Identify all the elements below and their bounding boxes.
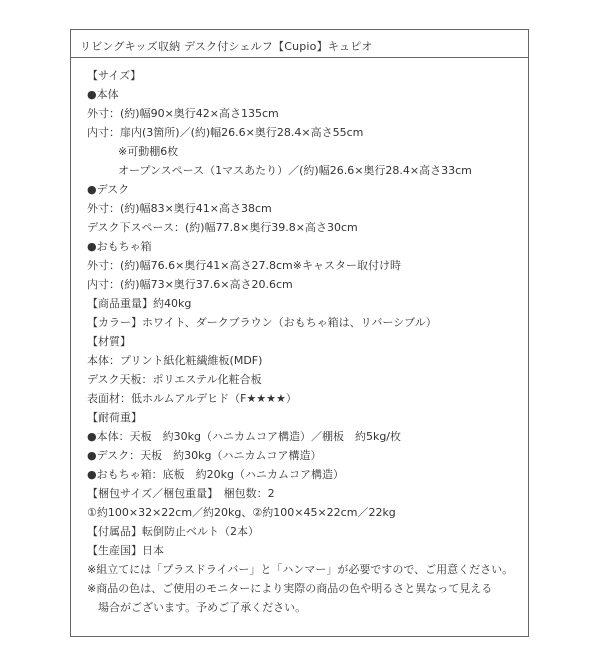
spec-line: 【サイズ】 xyxy=(87,69,142,82)
product-title: リビングキッズ収納 デスク付シェルフ【Cupio】キュピオ xyxy=(71,30,528,58)
spec-line: ●本体 xyxy=(87,88,119,101)
spec-line: ※可動棚6枚 xyxy=(118,145,179,158)
spec-line: ●デスク：天板 約30kg（ハニカムコア構造） xyxy=(87,449,322,462)
spec-line: 本体：プリント紙化粧繊維板(MDF) xyxy=(87,354,263,367)
spec-line: ①約100×32×22cm／約20kg、②約100×45×22cm／22kg xyxy=(87,506,396,519)
spec-line: 【材質】 xyxy=(87,335,131,348)
spec-line: ●デスク xyxy=(87,183,130,196)
spec-line: ※組立てには「プラスドライバー」と「ハンマー」が必要ですので、ご用意ください。 xyxy=(87,563,514,576)
spec-line: 【付属品】転倒防止ベルト（2本） xyxy=(87,525,259,538)
spec-line: ●おもちゃ箱：底板 約20kg（ハニカムコア構造） xyxy=(87,468,344,481)
spec-line: 【梱包サイズ／梱包重量】 梱包数：2 xyxy=(87,487,275,500)
spec-line: ●本体：天板 約30kg（ハニカムコア構造）／棚板 約5kg/枚 xyxy=(87,430,402,443)
spec-line: ※商品の色は、ご使用のモニターにより実際の商品の色や明るさと異なって見える xyxy=(87,582,493,595)
spec-line: 【カラー】ホワイト、ダークブラウン（おもちゃ箱は、リバーシブル） xyxy=(87,316,437,329)
spec-box xyxy=(70,29,529,637)
spec-line: 外寸：(約)幅83×奥行41×高さ38cm xyxy=(87,202,272,215)
spec-line: 【生産国】日本 xyxy=(87,544,164,557)
spec-line: 場合がございます。予めご了承ください。 xyxy=(98,601,307,614)
spec-line: 【商品重量】約40kg xyxy=(87,297,192,310)
spec-line: 内寸：扉内(3箇所)／(約)幅26.6×奥行28.4×高さ55cm xyxy=(87,126,364,139)
spec-line: 外寸：(約)幅90×奥行42×高さ135cm xyxy=(87,107,279,120)
spec-line: 表面材：低ホルムアルデヒド（F★★★★） xyxy=(87,392,297,405)
spec-line: ●おもちゃ箱 xyxy=(87,240,152,253)
spec-list xyxy=(71,58,528,617)
spec-line: 外寸：(約)幅76.6×奥行41×高さ27.8cm※キャスター取付け時 xyxy=(87,259,401,272)
spec-line: オープンスペース（1マスあたり）／(約)幅26.6×奥行28.4×高さ33cm xyxy=(118,164,472,177)
spec-line: 内寸：(約)幅73×奥行37.6×高さ20.6cm xyxy=(87,278,293,291)
spec-line: 【耐荷重】 xyxy=(87,411,142,424)
spec-line: デスク天板：ポリエステル化粧合板 xyxy=(87,373,262,386)
spec-line: デスク下スペース：(約)幅77.8×奥行39.8×高さ30cm xyxy=(87,221,358,234)
